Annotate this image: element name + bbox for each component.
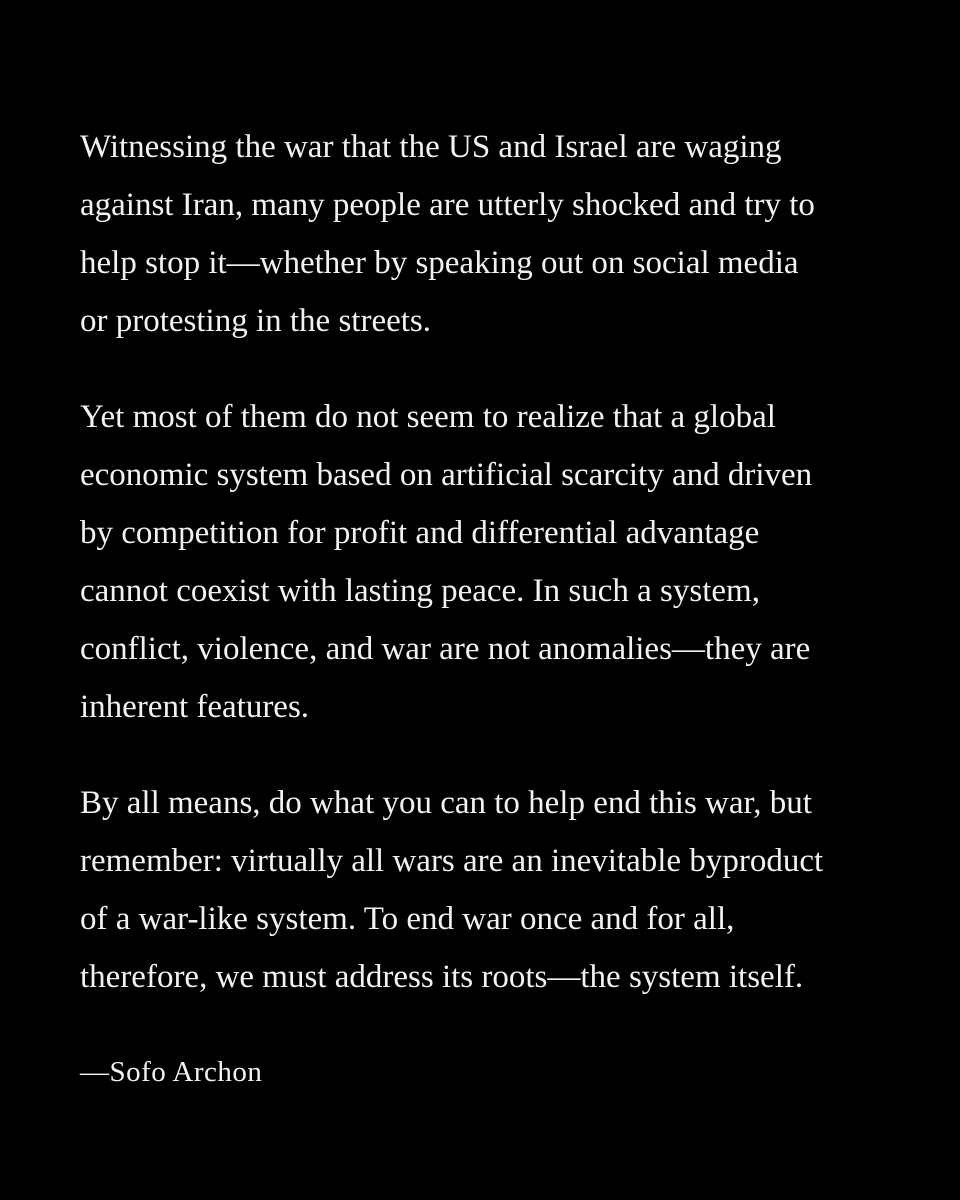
paragraph-line: By all means, do what you can to help end this war, but: [80, 785, 812, 821]
paragraph-line: by competition for profit and differential advantage: [80, 515, 760, 551]
paragraph-1: [80, 118, 900, 350]
quote-body: [80, 118, 900, 1094]
paragraph-line: therefore, we must address its roots—the system itself.: [80, 959, 804, 995]
paragraph-line: economic system based on artificial scarcity and driven: [80, 457, 813, 493]
paragraph-line: help stop it—whether by speaking out on social media: [80, 245, 799, 281]
paragraph-line: cannot coexist with lasting peace. In such a system,: [80, 573, 760, 609]
paragraph-line: remember: virtually all wars are an inevitable byproduct: [80, 843, 824, 879]
paragraph-line: inherent features.: [80, 689, 310, 725]
paragraph-line: Witnessing the war that the US and Israel are waging: [80, 129, 782, 165]
paragraph-line: of a war-like system. To end war once and for all,: [80, 901, 735, 937]
paragraph-line: conflict, violence, and war are not anomalies—they are: [80, 631, 811, 667]
paragraph-2: [80, 388, 900, 736]
paragraph-line: against Iran, many people are utterly shocked and try to: [80, 187, 815, 223]
paragraph-line: or protesting in the streets.: [80, 303, 432, 339]
attribution: —Sofo Archon: [80, 1056, 263, 1088]
paragraph-line: Yet most of them do not seem to realize that a global: [80, 399, 776, 435]
paragraph-3: [80, 774, 900, 1006]
